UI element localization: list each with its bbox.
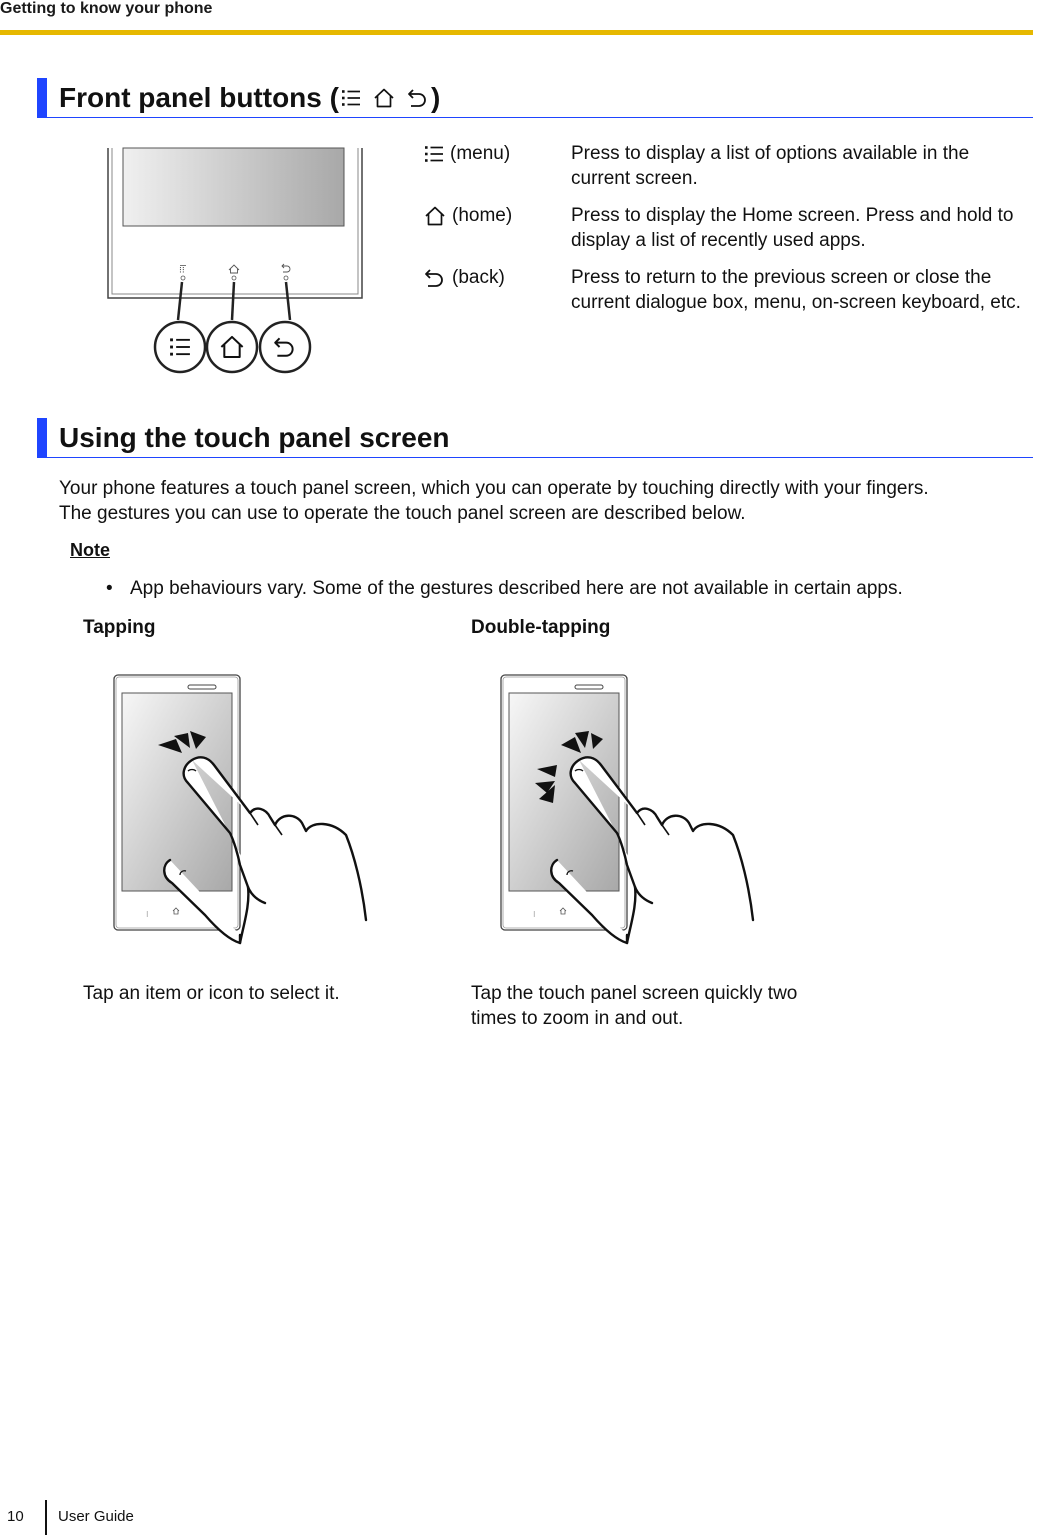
home-label: (home) — [452, 205, 513, 226]
footer-divider — [45, 1500, 47, 1535]
touch-panel-intro — [59, 476, 929, 526]
svg-text:⁝: ⁝ — [533, 910, 536, 919]
section-title-front-panel — [59, 82, 440, 114]
section-title-touch-panel: Using the touch panel screen — [59, 422, 450, 453]
home-icon — [424, 206, 446, 226]
callout-menu-icon — [155, 322, 205, 372]
back-row-label — [424, 267, 505, 289]
intro-line: The gestures you can use to operate the touch panel screen are described below. — [59, 503, 746, 524]
running-header: Getting to know your phone — [0, 0, 213, 17]
panel-back-button — [282, 264, 290, 280]
menu-label: (menu) — [450, 143, 511, 164]
caption-line: Tap an item or icon to select it. — [83, 983, 340, 1004]
menu-row-label — [424, 143, 510, 165]
intro-line: Your phone features a touch panel screen, which you can operate by touching directly with your fingers. — [59, 478, 929, 499]
home-description — [571, 203, 1014, 253]
back-icon — [407, 88, 429, 108]
front-panel-title-text: Front panel buttons ( — [59, 82, 339, 113]
section-heading-front-panel — [37, 78, 1033, 118]
footer-doc-name: User Guide — [58, 1508, 134, 1525]
menu-icon — [424, 144, 444, 164]
page-number: 10 — [7, 1508, 24, 1525]
home-description-line: Press to display the Home screen. Press and hold to — [571, 205, 1014, 226]
home-description-line: display a list of recently used apps. — [571, 230, 866, 251]
caption-line: Tap the touch panel screen quickly two — [471, 983, 798, 1004]
menu-description-line: current screen. — [571, 168, 698, 189]
gesture-title-tapping: Tapping — [83, 617, 156, 638]
back-description-line: Press to return to the previous screen or close the — [571, 267, 992, 288]
svg-text:⁝⁝: ⁝⁝ — [179, 266, 185, 276]
home-icon — [373, 88, 395, 108]
header-rule — [0, 30, 1033, 35]
double-tapping-caption — [471, 981, 797, 1031]
bullet-dot: • — [106, 578, 113, 599]
callout-back-icon — [260, 322, 310, 372]
section-heading-touch-panel — [37, 418, 1033, 458]
double-tapping-illustration — [487, 665, 777, 960]
home-row-label — [424, 205, 512, 227]
menu-description-line: Press to display a list of options available in the — [571, 143, 970, 164]
callout-home-icon — [207, 322, 257, 372]
tapping-illustration — [100, 665, 390, 960]
back-description — [571, 265, 1021, 315]
back-label: (back) — [452, 267, 505, 288]
tapping-caption — [83, 981, 340, 1006]
gesture-title-double-tapping: Double-tapping — [471, 617, 611, 638]
back-icon — [424, 268, 446, 288]
front-panel-title-close: ) — [430, 82, 441, 113]
svg-text:⁝: ⁝ — [146, 910, 149, 919]
note-label: Note — [70, 540, 110, 560]
note-bullet-text: App behaviours vary. Some of the gestures described here are not available in certain apps. — [130, 578, 903, 599]
caption-line: times to zoom in and out. — [471, 1008, 684, 1029]
panel-menu-button — [179, 265, 186, 280]
menu-icon — [341, 88, 361, 108]
panel-home-button — [229, 265, 239, 280]
menu-description — [571, 141, 969, 191]
back-description-line: current dialogue box, menu, on-screen keyboard, etc. — [571, 292, 1021, 313]
front-panel-illustration — [100, 140, 370, 380]
